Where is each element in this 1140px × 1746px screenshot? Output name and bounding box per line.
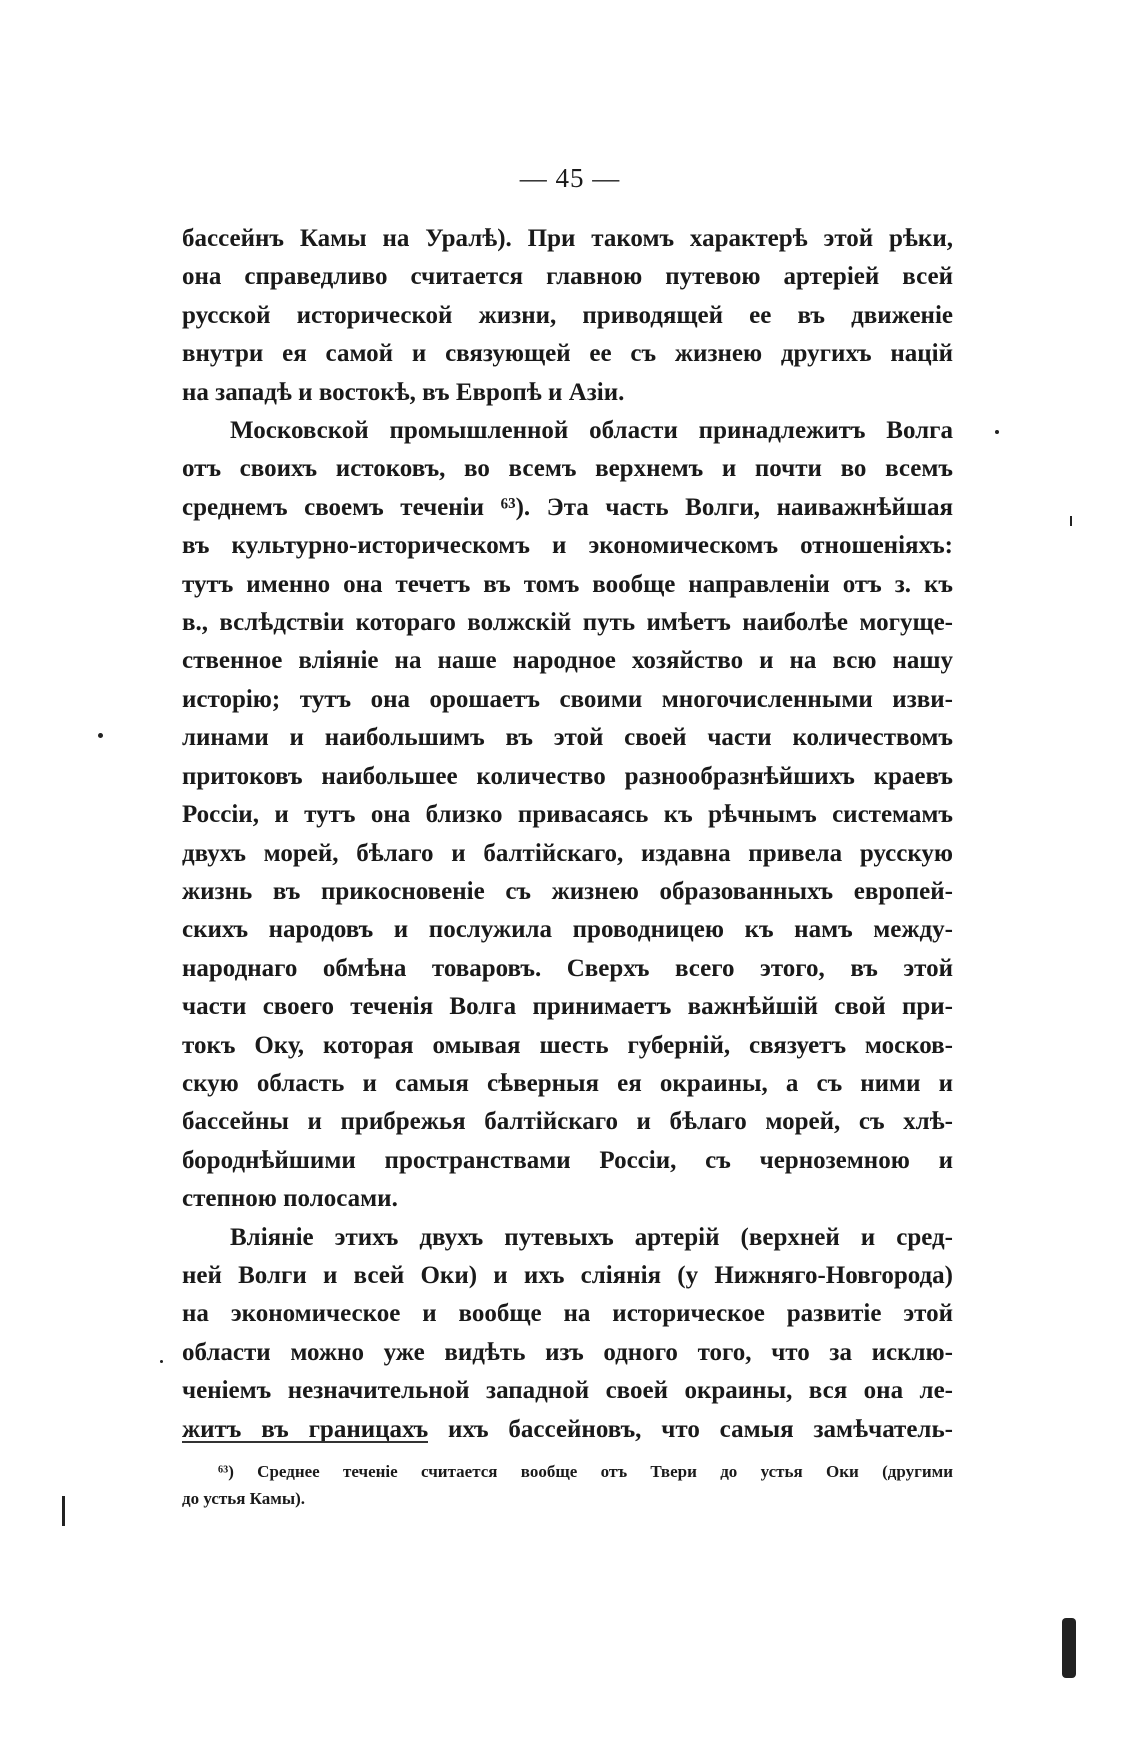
text-line: въ культурно-историческомъ и экономическомъ отношеніяхъ: — [182, 532, 953, 560]
footnote-63 — [182, 1458, 953, 1512]
text-line: Московской промышленной области принадлежитъ Волга — [230, 417, 953, 445]
text-line: ней Волги и всей Оки) и ихъ сліянія (у Нижняго-Новгорода) — [182, 1261, 953, 1289]
text-line: области можно уже видѣть изъ одного того, что за исклю- — [182, 1338, 953, 1366]
text-line: русской исторической жизни, приводящей ее въ движеніе — [182, 301, 953, 329]
text-line: среднемъ своемъ теченіи ⁶³). Эта часть Волги, наиважнѣйшая — [182, 493, 953, 521]
text-line: притоковъ наибольшее количество разнообразнѣйшихъ краевъ — [182, 762, 953, 790]
text-line: Вліяніе этихъ двухъ путевыхъ артерій (верхней и сред- — [230, 1223, 953, 1251]
footnote-line: до устья Камы). — [182, 1489, 306, 1508]
text-line: части своего теченія Волга принимаетъ важнѣйшій свой при- — [182, 993, 953, 1021]
text-line: скую область и самыя сѣверныя ея окраины, а съ ними и — [182, 1069, 953, 1097]
text-line: тутъ именно она течетъ въ томъ вообще направленіи отъ з. къ — [182, 570, 953, 598]
scan-mark — [62, 1496, 65, 1526]
text-line: Россіи, и тутъ она близко привасаясь къ рѣчнымъ системамъ — [182, 801, 953, 829]
text-line: токъ Оку, которая омывая шесть губерній, связуетъ москов- — [182, 1031, 953, 1059]
text-line: бороднѣйшими пространствами Россіи, съ черноземною и — [182, 1146, 953, 1174]
text-line: бассейнъ Камы на Уралѣ). При такомъ характерѣ этой рѣки, — [182, 225, 953, 252]
text-line: жизнь въ прикосновеніе съ жизнею образованныхъ европей- — [182, 877, 953, 905]
text-line: житъ въ границахъ ихъ бассейновъ, что самыя замѣчатель- — [182, 1415, 953, 1443]
scan-mark — [1070, 516, 1072, 526]
main-text — [182, 220, 953, 1449]
footnote-line: ⁶³) Среднее теченіе считается вообще отъ Твери до устья Оки (другими — [218, 1462, 953, 1481]
text-line: внутри ея самой и связующей ее съ жизнею другихъ націй — [182, 340, 953, 368]
text-line: степною полосами. — [182, 1185, 398, 1213]
text-line: отъ своихъ истоковъ, во всемъ верхнемъ и почти во всемъ — [182, 455, 953, 483]
text-line: линами и наибольшимъ въ этой своей части количествомъ — [182, 724, 953, 752]
text-line: двухъ морей, бѣлаго и балтійскаго, издавна привела русскую — [182, 839, 953, 867]
page-number: — 45 — — [519, 163, 621, 193]
scan-mark — [98, 733, 103, 738]
footnote-divider — [182, 1441, 428, 1443]
text-line: ственное вліяніе на наше народное хозяйство и на всю нашу — [182, 647, 953, 675]
text-line: в., вслѣдствіи котораго волжскій путь имѣетъ наиболѣе могуще- — [182, 609, 953, 637]
scan-mark — [1062, 1618, 1076, 1678]
scan-mark — [160, 1360, 163, 1363]
text-line: бассейны и прибрежья балтійскаго и бѣлаго морей, съ хлѣ- — [182, 1108, 953, 1136]
paragraph-2 — [182, 412, 953, 1219]
text-line: исторію; тутъ она орошаетъ своими многочисленными изви- — [182, 685, 953, 713]
paragraph-3 — [182, 1219, 953, 1449]
paragraph-1 — [182, 220, 953, 412]
text-line: ченіемъ незначительной западной своей окраины, вся она ле- — [182, 1377, 953, 1405]
text-line: скихъ народовъ и послужила проводницею къ намъ между- — [182, 916, 953, 944]
text-line: на экономическое и вообще на историческое развитіе этой — [182, 1300, 953, 1328]
text-line: народнаго обмѣна товаровъ. Сверхъ всего этого, въ этой — [182, 954, 953, 982]
text-line: на западѣ и востокѣ, въ Европѣ и Азіи. — [182, 378, 625, 406]
scan-mark — [995, 430, 999, 434]
text-line: она справедливо считается главною путевою артеріей всей — [182, 263, 953, 291]
